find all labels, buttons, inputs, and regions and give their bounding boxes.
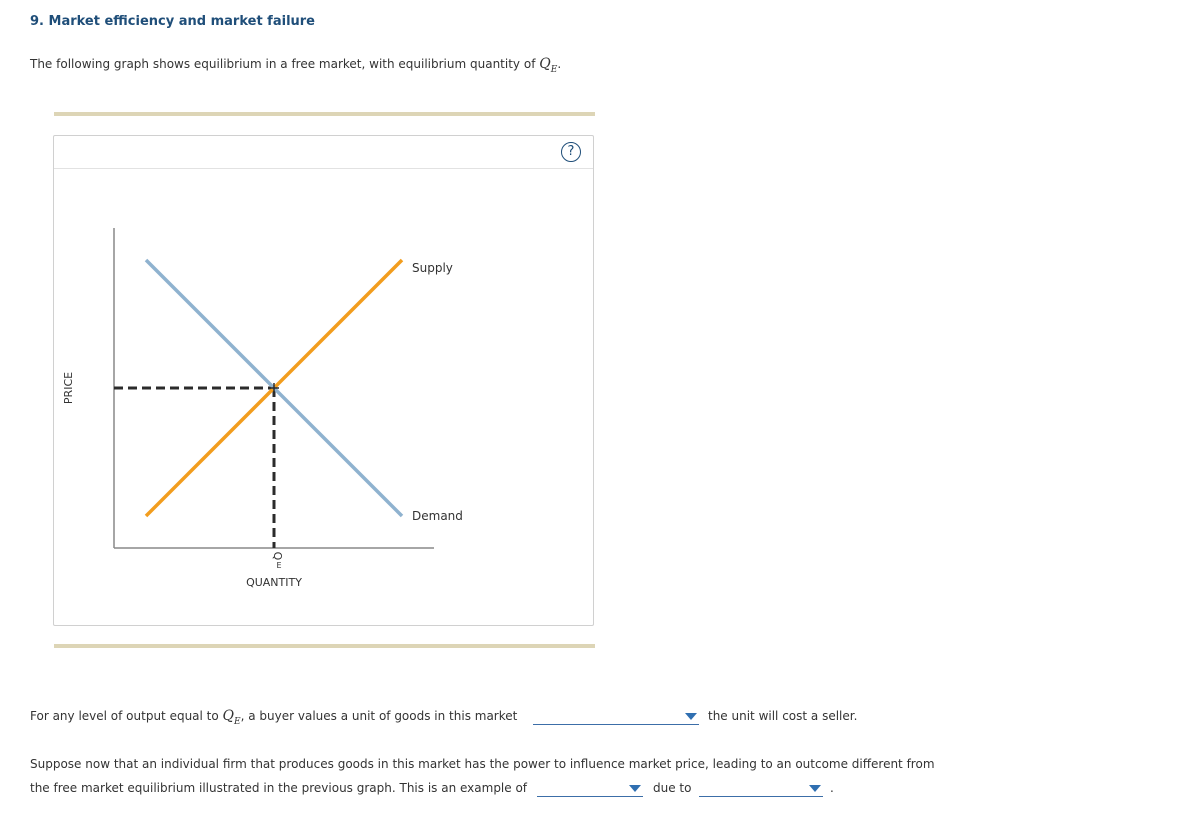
intro-period: . <box>557 57 562 71</box>
question-2-line-2: the free market equilibrium illustrated in the previous graph. This is an example of <box>30 781 528 795</box>
y-axis-label: PRICE <box>62 371 75 405</box>
q2-failure-type-dropdown[interactable] <box>537 781 643 797</box>
question-1-text: For any level of output equal to $Q_E$, a buyer values a unit of goods in this market <box>30 708 518 727</box>
chevron-down-icon <box>809 785 821 792</box>
help-button[interactable]: ? <box>561 142 581 162</box>
qe-tick-subscript: E <box>276 561 282 570</box>
supply-demand-graph <box>54 136 593 625</box>
qe-tick-label: Q <box>271 551 284 561</box>
bottom-divider <box>54 644 595 648</box>
intro-qe-symbol: $Q_E$ <box>539 56 558 75</box>
q2-cause-dropdown[interactable] <box>699 781 823 797</box>
question-heading: 9. Market efficiency and market failure <box>30 14 316 29</box>
demand-label: Demand <box>412 509 463 523</box>
supply-label: Supply <box>412 261 453 275</box>
question-intro <box>30 56 561 75</box>
x-axis-label: QUANTITY <box>246 576 302 589</box>
chevron-down-icon <box>685 713 697 720</box>
q1-comparison-dropdown[interactable] <box>533 709 699 725</box>
graph-panel <box>53 135 594 626</box>
top-divider <box>54 112 595 116</box>
question-1-suffix: the unit will cost a seller. <box>708 709 858 723</box>
chevron-down-icon <box>629 785 641 792</box>
question-2-line-1: Suppose now that an individual firm that produces goods in this market has the power to influence market price, leading to an outcome different from <box>30 757 935 771</box>
intro-text: The following graph shows equilibrium in a free market, with equilibrium quantity of <box>30 57 536 71</box>
question-2-due-to: due to <box>653 781 692 795</box>
question-2-period: . <box>830 781 834 795</box>
q1-qe-symbol: $Q_E$ <box>222 708 241 727</box>
